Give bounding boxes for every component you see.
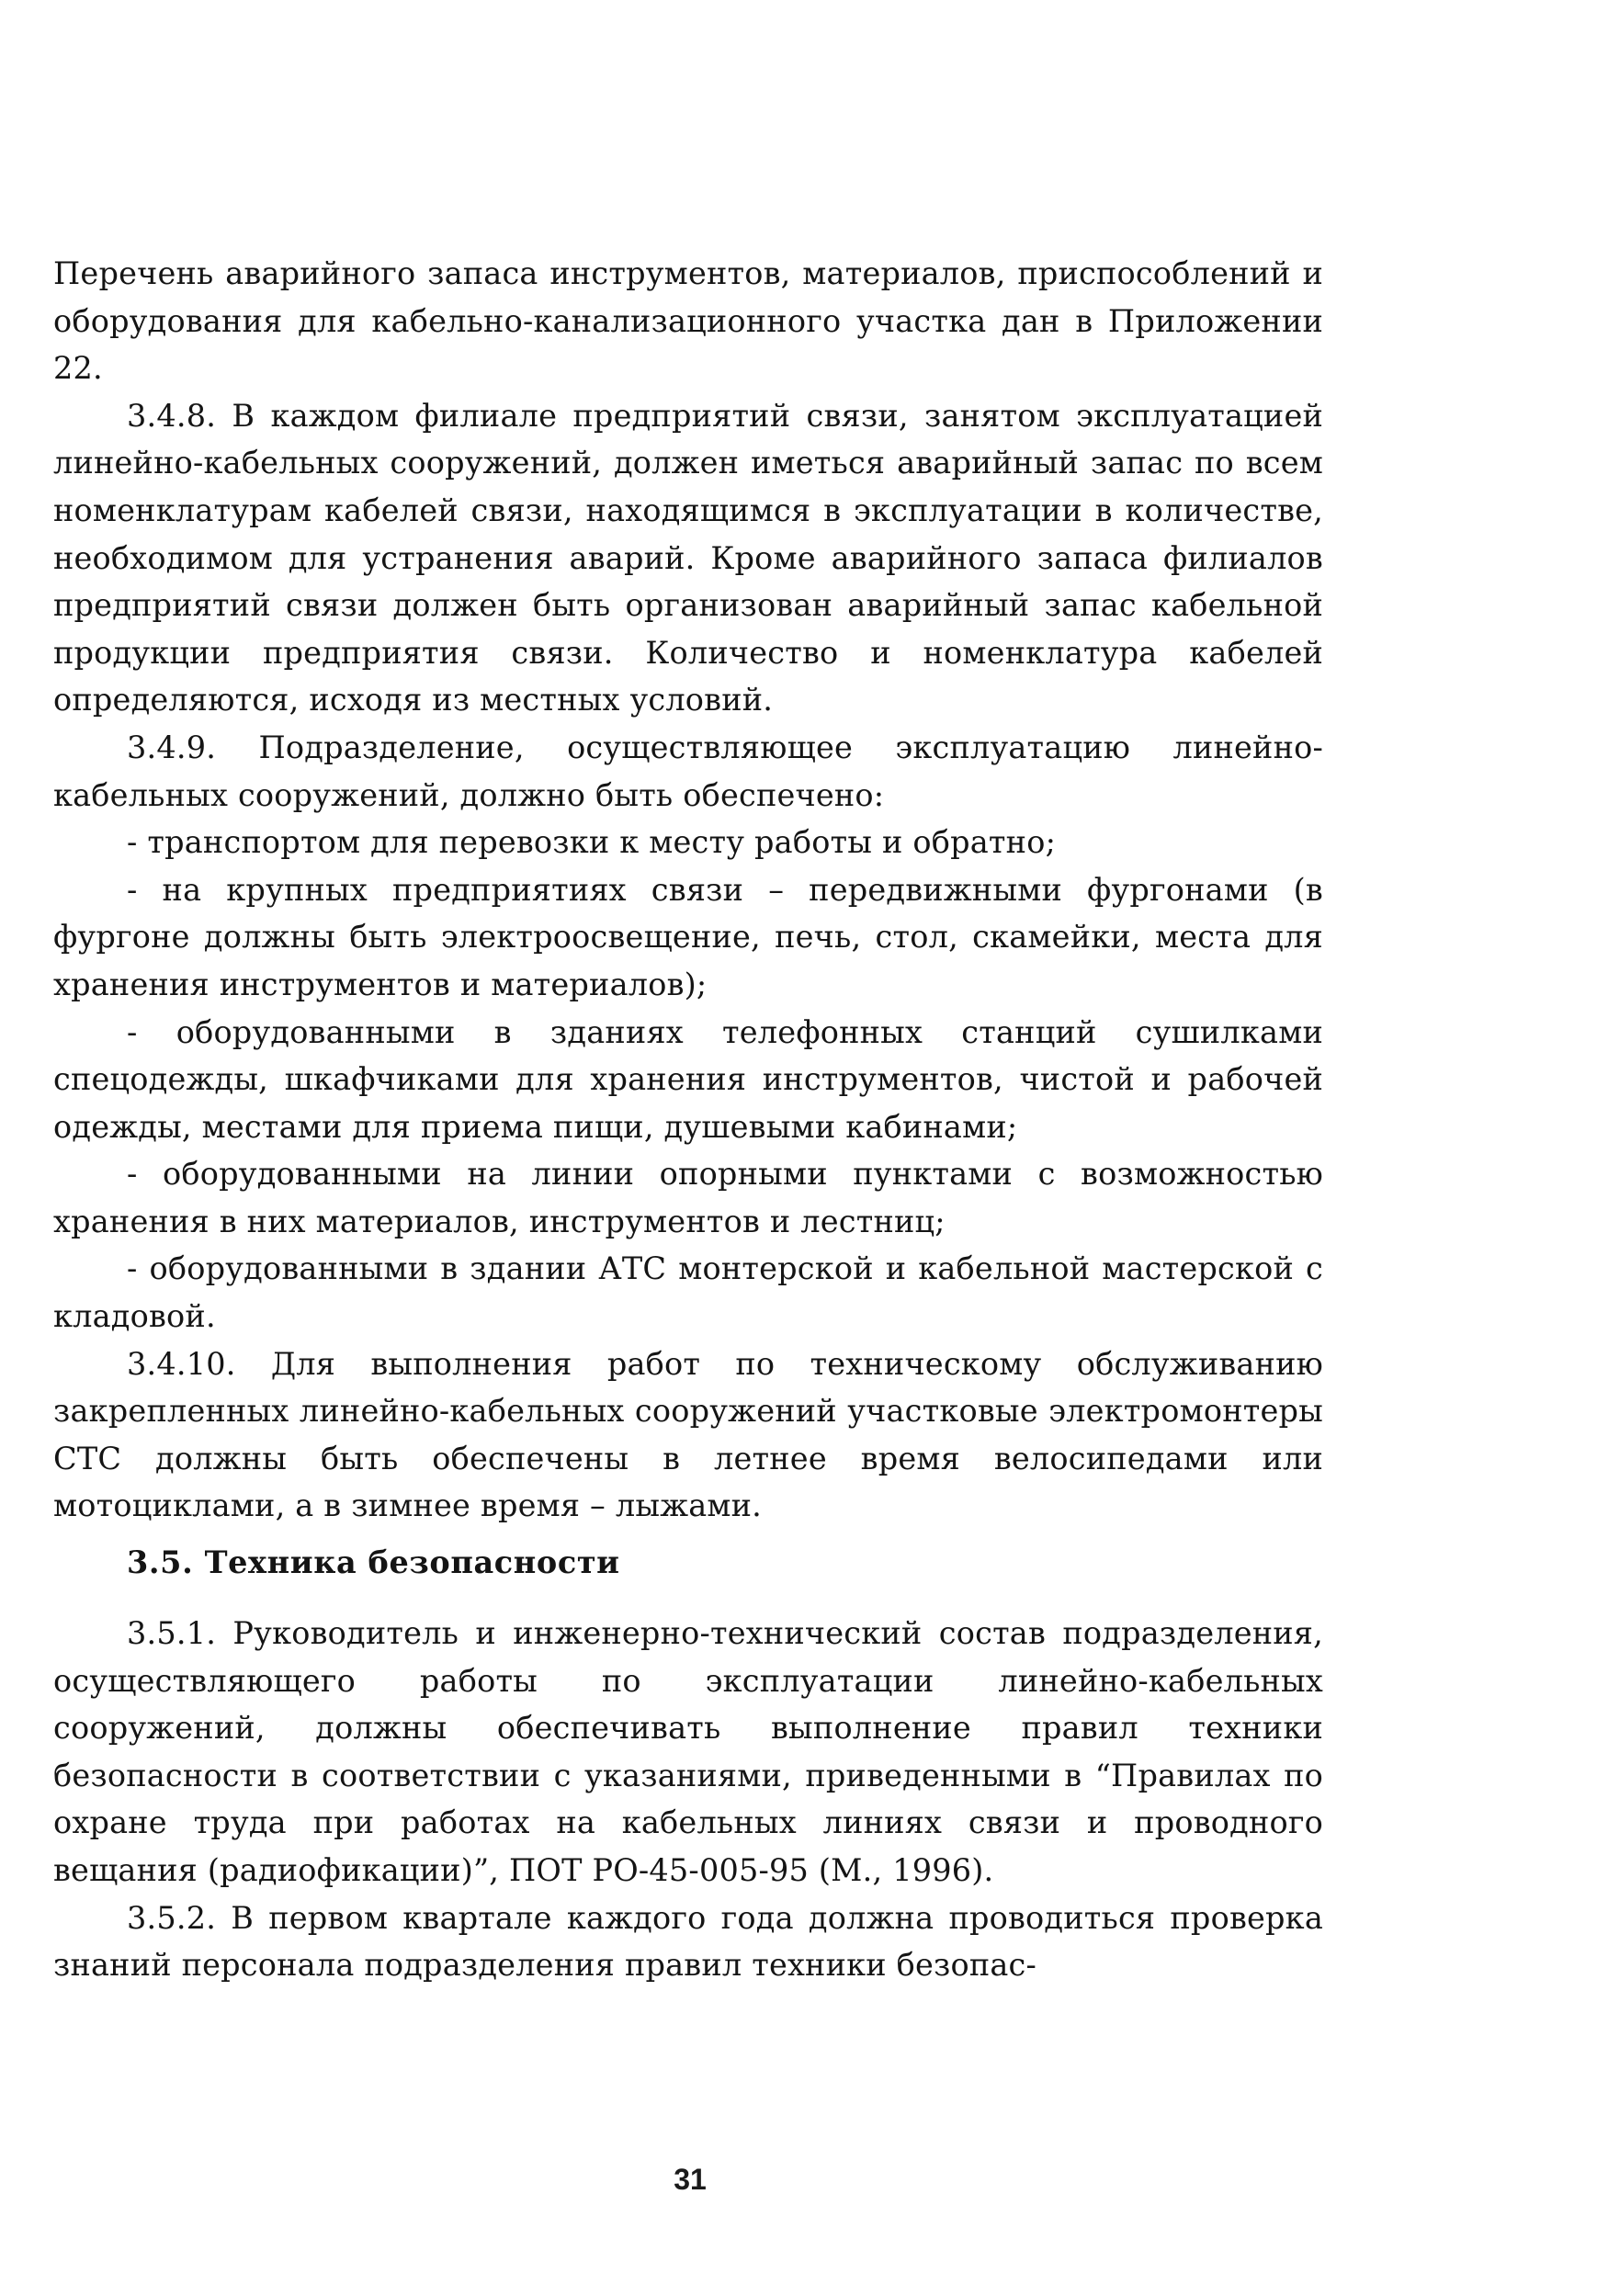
body-text — [53, 250, 1323, 1989]
list-item-dryers: - оборудованными в зданиях телефонных станций сушилками спецодежды, шкафчиками для хранения инструментов, чистой и рабочей одежды, местами для приема пищи, душевыми кабинами; — [53, 1013, 1323, 1145]
paragraph-3-4-10: 3.4.10. Для выполнения работ по техническому обслуживанию закрепленных линейно-кабельных сооружений участковые электромонтеры СТС должны быть обеспечены в летнее время велосипедами или мотоциклами, а в зимнее время – лыжами. — [53, 1345, 1323, 1524]
section-heading: 3.5. Техника безопасности — [127, 1544, 620, 1581]
list-item-support-points: - оборудованными на линии опорными пунктами с возможностью хранения в них материалов, инструментов и лестниц; — [53, 1156, 1323, 1239]
list-item-vans: - на крупных предприятиях связи – передвижными фургонами (в фургоне должны быть электроосвещение, печь, стол, скамейки, места для хранения инструментов и материалов); — [53, 871, 1323, 1002]
paragraph-3-5-1: 3.5.1. Руководитель и инженерно-технический состав подразделения, осуществляющего работы по эксплуатации линейно-кабельных сооружений, должны обеспечивать выполнение правил техники безопасности в соответствии с указаниями, приведенными в “Правилах по охране труда при работах на кабельных линиях связи и проводного вещания (радиофикации)”, ПОТ РО-45-005-95 (М., 1996). — [53, 1615, 1323, 1888]
paragraph-3-5-2: 3.5.2. В первом квартале каждого года должна проводиться проверка знаний персонала подразделения правил техники безопас- — [53, 1899, 1323, 1984]
list-item-transport: - транспортом для перевозки к месту работы и обратно; — [127, 824, 1057, 861]
paragraph-3-4-9: 3.4.9. Подразделение, осуществляющее эксплуатацию линейно-кабельных сооружений, должно быть обеспечено: — [53, 729, 1323, 813]
paragraph-3-4-8: 3.4.8. В каждом филиале предприятий связи, занятом эксплуатацией линейно-кабельных сооружений, должен иметься аварийный запас по всем номенклатурам кабелей связи, находящимся в эксплуатации в количестве, необходимом для устранения аварий. Кроме аварийного запаса филиалов предприятий связи должен быть организован аварийный запас кабельной продукции предприятия связи. Количество и номенклатура кабелей определяются, исходя из местных условий. — [53, 397, 1323, 718]
list-item-workshop: - оборудованными в здании АТС монтерской и кабельной мастерской с кладовой. — [53, 1250, 1323, 1335]
page-number: 31 — [674, 2163, 707, 2196]
paragraph-appendix: Перечень аварийного запаса инструментов, материалов, приспособлений и оборудования для кабельно-канализационного участка дан в Приложении 22. — [53, 255, 1323, 387]
